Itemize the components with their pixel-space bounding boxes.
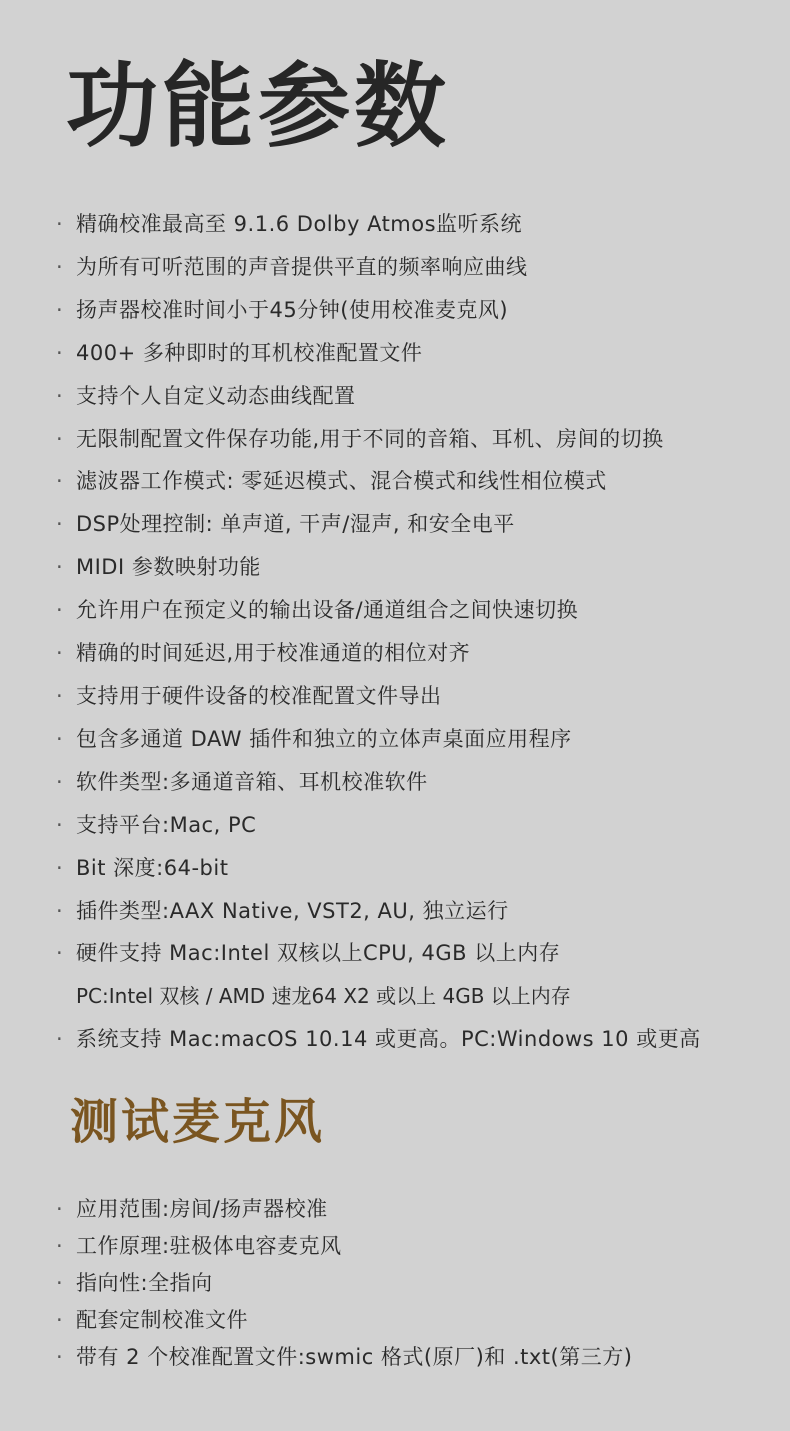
list-item <box>56 546 776 589</box>
bullet-icon: · <box>56 726 64 751</box>
bullet-icon: · <box>56 683 64 708</box>
bullet-icon: · <box>56 1027 64 1052</box>
bullet-icon: · <box>56 469 64 494</box>
item-text: 应用范围:房间/扬声器校准 <box>76 1197 328 1221</box>
list-item <box>56 589 776 632</box>
bullet-icon: · <box>56 555 64 580</box>
bullet-icon: · <box>56 1234 64 1258</box>
bullet-icon: · <box>56 812 64 837</box>
list-item <box>56 1265 776 1302</box>
list-item <box>56 375 776 418</box>
item-text: 为所有可听范围的声音提供平直的频率响应曲线 <box>76 254 528 279</box>
bullet-icon: · <box>56 769 64 794</box>
item-text: 精确的时间延迟,用于校准通道的相位对齐 <box>76 641 471 666</box>
bullet-icon: · <box>56 1308 64 1332</box>
bullet-icon: · <box>56 340 64 365</box>
item-text: 带有 2 个校准配置文件:swmic 格式(原厂)和 .txt(第三方) <box>76 1345 633 1369</box>
list-item <box>56 503 776 546</box>
list-item <box>56 890 776 933</box>
item-text: 包含多通道 DAW 插件和独立的立体声桌面应用程序 <box>76 726 572 751</box>
bullet-icon: · <box>56 1271 64 1295</box>
list-item <box>56 718 776 761</box>
item-text: 配套定制校准文件 <box>76 1308 248 1332</box>
list-item <box>56 1302 776 1339</box>
list-item <box>56 289 776 332</box>
item-text: 无限制配置文件保存功能,用于不同的音箱、耳机、房间的切换 <box>76 426 664 451</box>
item-text: 支持平台:Mac, PC <box>76 812 257 837</box>
bullet-icon: · <box>56 1345 64 1369</box>
item-text: 扬声器校准时间小于45分钟(使用校准麦克风) <box>76 297 509 322</box>
item-text: MIDI 参数映射功能 <box>76 555 261 580</box>
list-item <box>56 1191 776 1228</box>
item-text: 软件类型:多通道音箱、耳机校准软件 <box>76 769 428 794</box>
list-item <box>56 932 776 1018</box>
list-item <box>56 804 776 847</box>
bullet-icon: · <box>56 898 64 923</box>
list-item <box>56 761 776 804</box>
bullet-icon: · <box>56 254 64 279</box>
bullet-icon: · <box>56 512 64 537</box>
bullet-icon: · <box>56 297 64 322</box>
item-text: 插件类型:AAX Native, VST2, AU, 独立运行 <box>76 898 509 923</box>
bullet-icon: · <box>56 1197 64 1221</box>
list-item <box>56 246 776 289</box>
item-text: 硬件支持 Mac:Intel 双核以上CPU, 4GB 以上内存 <box>76 941 561 966</box>
list-item <box>56 460 776 503</box>
list-item <box>56 847 776 890</box>
list-item <box>56 1339 776 1376</box>
bullet-icon: · <box>56 426 64 451</box>
item-text: 系统支持 Mac:macOS 10.14 或更高。PC:Windows 10 或更高 <box>76 1027 701 1052</box>
list-item <box>56 203 776 246</box>
item-text: 400+ 多种即时的耳机校准配置文件 <box>76 340 423 365</box>
bullet-icon: · <box>56 598 64 623</box>
item-text: 工作原理:驻极体电容麦克风 <box>76 1234 342 1258</box>
item-text: 支持个人自定义动态曲线配置 <box>76 383 356 408</box>
item-text: DSP处理控制: 单声道, 干声/湿声, 和安全电平 <box>76 512 515 537</box>
microphone-title: 测试麦克风 <box>70 1094 326 1150</box>
item-text: 支持用于硬件设备的校准配置文件导出 <box>76 683 442 708</box>
features-title: 功能参数 <box>66 53 451 160</box>
list-item <box>56 418 776 461</box>
item-text: 滤波器工作模式: 零延迟模式、混合模式和线性相位模式 <box>76 469 607 494</box>
item-text: 精确校准最高至 9.1.6 Dolby Atmos监听系统 <box>76 212 523 236</box>
list-item <box>56 1018 776 1061</box>
features-list <box>56 203 776 1061</box>
bullet-icon: · <box>56 641 64 666</box>
bullet-icon: · <box>56 383 64 408</box>
list-item <box>56 632 776 675</box>
item-text: 指向性:全指向 <box>76 1271 213 1295</box>
item-text: 允许用户在预定义的输出设备/通道组合之间快速切换 <box>76 598 579 623</box>
list-item <box>56 675 776 718</box>
item-text: Bit 深度:64-bit <box>76 855 229 880</box>
microphone-list <box>56 1191 776 1376</box>
list-item <box>56 1228 776 1265</box>
bullet-icon: · <box>56 941 64 966</box>
bullet-icon: · <box>56 855 64 880</box>
bullet-icon: · <box>56 212 64 236</box>
item-continuation: PC:Intel 双核 / AMD 速龙64 X2 或以上 4GB 以上内存 <box>76 984 571 1009</box>
list-item <box>56 332 776 375</box>
